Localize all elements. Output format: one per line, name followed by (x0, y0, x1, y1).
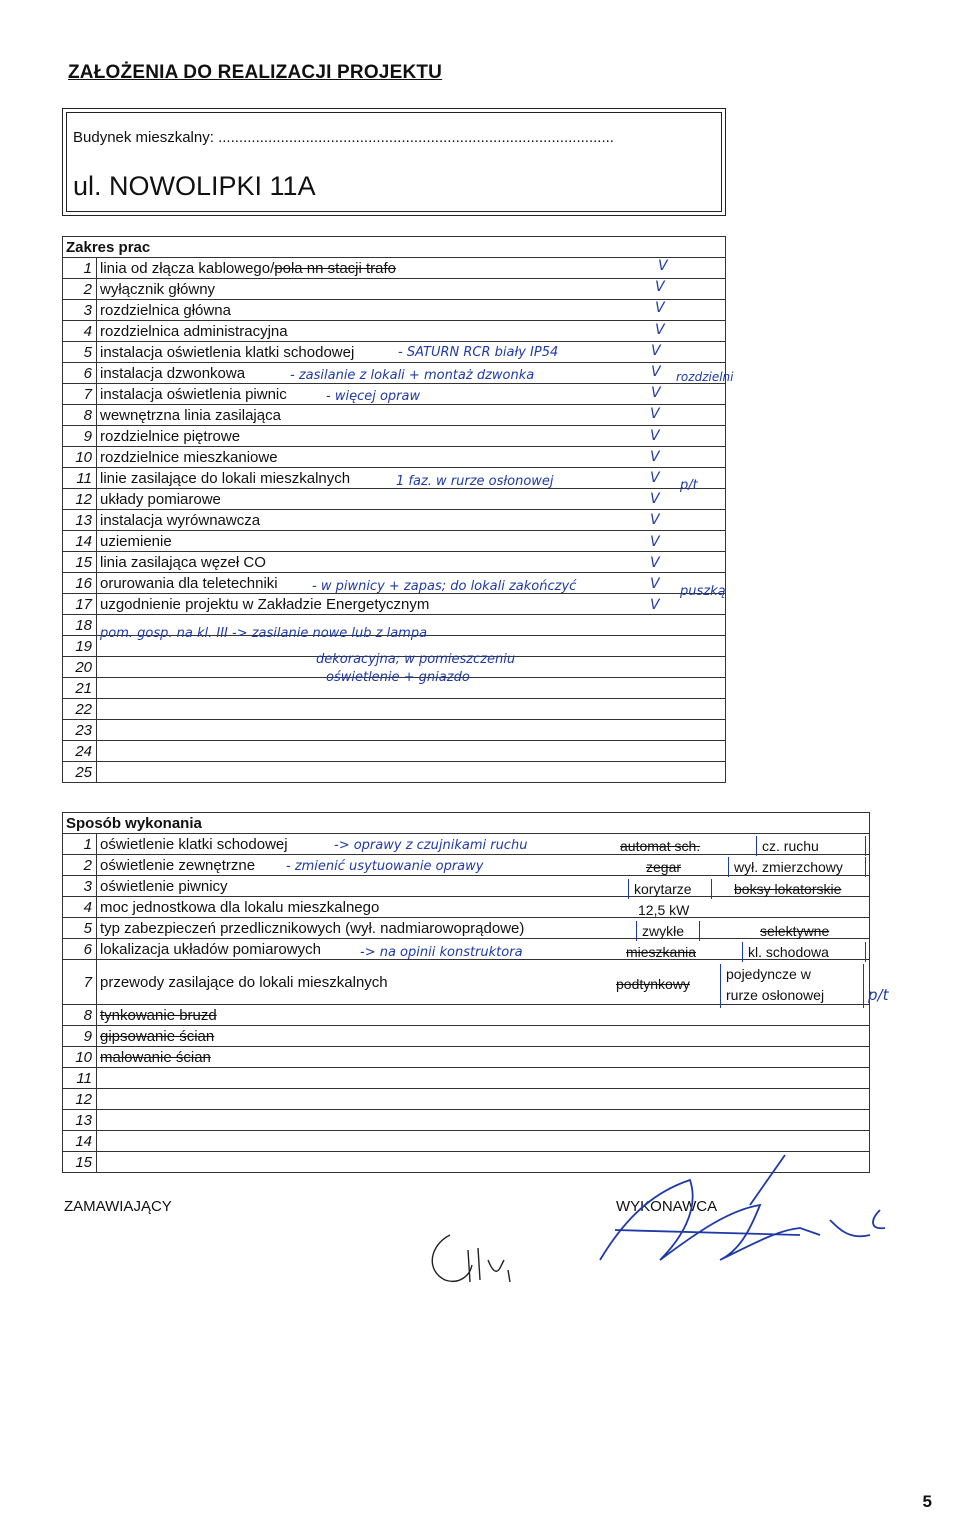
scope-row-check-mark: V (650, 448, 660, 465)
method-row-text-cell (97, 1089, 870, 1110)
scope-row-number: 10 (63, 447, 97, 468)
scope-row-text: wyłącznik główny (100, 280, 216, 298)
scope-row-struck-text: pola nn stacji trafo (274, 259, 397, 277)
method-row-text-cell (97, 1047, 870, 1068)
option-zwykle: zwykłe (642, 923, 685, 939)
method-row-text-cell (97, 1110, 870, 1131)
method-row-text: przewody zasilające do lokali mieszkalnych (100, 973, 388, 991)
scope-row (63, 447, 726, 468)
scope-row (63, 489, 726, 510)
method-row-number: 12 (63, 1089, 97, 1110)
scope-row (63, 300, 726, 321)
scope-row-text: uziemienie (100, 532, 172, 550)
option-automat (620, 838, 700, 854)
scope-row-number: 8 (63, 405, 97, 426)
scope-row-number: 25 (63, 762, 97, 783)
scope-row-number: 13 (63, 510, 97, 531)
scope-row-text: instalacja wyrównawcza (100, 511, 261, 529)
scope-row-number: 17 (63, 594, 97, 615)
scope-row-check-mark: V (650, 512, 660, 529)
scope-row-check-mark: V (650, 470, 660, 486)
scope-row (63, 552, 726, 573)
scope-row (63, 468, 726, 489)
option-rurze: rurze osłonowej (726, 987, 825, 1003)
building-box (62, 108, 726, 216)
option-wyl-zmierzchowy: wył. zmierzchowy (734, 859, 843, 875)
contractor-label: WYKONAWCA (616, 1198, 718, 1215)
scope-row-check-mark: V (650, 406, 660, 423)
scope-row-number: 23 (63, 720, 97, 741)
option-boksy-text: boksy lokatorskie (734, 881, 842, 897)
method-row-number: 15 (63, 1152, 97, 1173)
method-row-struck-text: tynkowanie bruzd (100, 1006, 217, 1024)
scope-row-number: 3 (63, 300, 97, 321)
method-row-number: 13 (63, 1110, 97, 1131)
scope-row-text: orurowania dla teletechniki (100, 574, 278, 592)
method-row-text-cell (97, 1026, 870, 1047)
scope-row-number: 14 (63, 531, 97, 552)
scope-row-number: 4 (63, 321, 97, 342)
scope-row-text: rozdzielnice piętrowe (100, 427, 241, 445)
handwritten-note-row19: dekoracyjna; w pomieszczeniu (316, 652, 516, 667)
building-address: ul. NOWOLIPKI 11A (73, 171, 316, 201)
scope-row (63, 531, 726, 552)
option-automat-text: automat sch. (620, 838, 701, 854)
scope-row-check-mark: V (655, 279, 665, 296)
scope-row-number: 18 (63, 615, 97, 636)
scope-header: Zakres prac (63, 237, 726, 258)
option-podtynkowy (616, 976, 690, 992)
scope-row-number: 1 (63, 258, 97, 279)
scope-row-text-cell (97, 720, 726, 741)
option-moc: 12,5 kW (638, 902, 690, 918)
client-signature (432, 1235, 510, 1282)
scope-row-number: 15 (63, 552, 97, 573)
method-row-number: 7 (63, 960, 97, 1005)
method-row-number: 2 (63, 855, 97, 876)
handwritten-note-row20: oświetlenie + gniazdo (326, 670, 470, 685)
method-row-number: 5 (63, 918, 97, 939)
scope-row-number: 6 (63, 363, 97, 384)
scope-row-check-mark: V (650, 554, 660, 571)
scope-row-check-mark: V (658, 258, 668, 274)
handwritten-method-row7: p/t (868, 986, 889, 1004)
handwritten-note-row7: - więcej opraw (326, 389, 421, 404)
scope-row-number: 2 (63, 279, 97, 300)
handwritten-note-row11: 1 faz. w rurze osłonowej (396, 474, 554, 489)
option-bracket-r2 (728, 857, 866, 877)
method-row-number: 6 (63, 939, 97, 960)
scope-row-number: 7 (63, 384, 97, 405)
method-row-number: 11 (63, 1068, 97, 1089)
option-podtynkowy-text: podtynkowy (616, 976, 690, 992)
option-korytarze: korytarze (634, 881, 692, 897)
scope-row-text-cell (97, 531, 726, 552)
scope-row-check-mark: V (655, 300, 665, 317)
scope-row-text-cell (97, 321, 726, 342)
scope-row-text: linia zasilająca węzeł CO (100, 553, 266, 571)
option-bracket-r1 (756, 836, 866, 856)
handwritten-note-row18: pom. gosp. na kl. III -> zasilanie nowe lub z lampa (100, 626, 428, 641)
scope-row (63, 594, 726, 615)
scope-row-text: układy pomiarowe (100, 490, 221, 508)
scope-row-text: rozdzielnica administracyjna (100, 322, 288, 340)
scope-row-text: rozdzielnica główna (100, 301, 231, 319)
scope-row-number: 5 (63, 342, 97, 363)
method-row-number: 3 (63, 876, 97, 897)
scope-row-number: 11 (63, 468, 97, 489)
method-row-text: moc jednostkowa dla lokalu mieszkalnego (100, 898, 380, 916)
scope-row-text-cell (97, 762, 726, 783)
scope-row-text: instalacja oświetlenia piwnic (100, 385, 287, 403)
option-pojedyncze: pojedyncze w (726, 966, 811, 982)
method-row (63, 918, 870, 939)
option-bracket-r7 (720, 964, 864, 1008)
option-bracket-r5 (636, 921, 700, 941)
scope-row-text: instalacja oświetlenia klatki schodowej (100, 343, 355, 361)
method-row (63, 1047, 870, 1068)
scope-row-text: uzgodnienie projektu w Zakładzie Energetycznym (100, 595, 430, 613)
client-label: ZAMAWIAJĄCY (64, 1198, 172, 1215)
scope-row-text-cell (97, 279, 726, 300)
scope-row-text-cell (97, 426, 726, 447)
method-row-number: 8 (63, 1005, 97, 1026)
option-boksy (734, 881, 841, 897)
scope-row-text-cell (97, 741, 726, 762)
scope-row-number: 22 (63, 699, 97, 720)
scope-row-number: 21 (63, 678, 97, 699)
method-header: Sposób wykonania (63, 813, 870, 834)
option-mieszkania (626, 944, 696, 960)
scope-row (63, 321, 726, 342)
page-number: 5 (922, 1492, 932, 1511)
method-row-text-cell (97, 1068, 870, 1089)
method-row-number: 4 (63, 897, 97, 918)
scope-row-number: 12 (63, 489, 97, 510)
scope-row-number: 24 (63, 741, 97, 762)
scope-row-text-cell (97, 510, 726, 531)
scope-row-check-mark: V (651, 385, 661, 402)
signatures-drawing (400, 1150, 920, 1300)
building-label: Budynek mieszkalny: ............................................................................................... (73, 129, 614, 146)
handwritten-note-row11b: p/t (680, 478, 698, 493)
scope-row-text-cell (97, 552, 726, 573)
scope-row-text: linie zasilające do lokali mieszkalnych (100, 469, 351, 487)
scope-table (62, 236, 726, 783)
option-bracket-r3 (628, 879, 712, 899)
method-row-text-cell (97, 918, 870, 939)
option-bracket-r6 (742, 942, 866, 962)
scope-row-check-mark: V (650, 427, 660, 444)
option-selektywne (760, 923, 829, 939)
scope-row-text-cell (97, 258, 726, 279)
method-row (63, 1026, 870, 1047)
method-row-struck-text: gipsowanie ścian (100, 1027, 215, 1045)
handwritten-note-row6b: rozdzielni (676, 370, 734, 384)
method-row-text-cell (97, 1131, 870, 1152)
scope-row (63, 699, 726, 720)
scope-row-check-mark: V (651, 364, 661, 380)
method-row-number: 10 (63, 1047, 97, 1068)
method-row (63, 1068, 870, 1089)
scope-row-text: wewnętrzna linia zasilająca (100, 406, 281, 424)
option-zegar (646, 859, 681, 875)
method-row (63, 1131, 870, 1152)
handwritten-note-row16b: puszką (680, 584, 726, 599)
scope-row-check-mark: V (650, 491, 660, 508)
method-row (63, 1110, 870, 1131)
method-row-text-cell (97, 897, 870, 918)
method-row-text: oświetlenie zewnętrzne (100, 856, 256, 874)
scope-row-text-cell (97, 594, 726, 615)
scope-row-text-cell (97, 447, 726, 468)
handwritten-note-row5: - SATURN RCR biały IP54 (398, 345, 559, 360)
handwritten-note-row6: - zasilanie z lokali + montaż dzwonka (290, 368, 535, 383)
building-box-inner (66, 112, 722, 212)
contractor-signature (600, 1155, 885, 1260)
scope-row-text-cell (97, 405, 726, 426)
scope-row (63, 405, 726, 426)
option-kl-schodowa: kl. schodowa (748, 944, 829, 960)
method-row-text: lokalizacja układów pomiarowych (100, 940, 321, 958)
option-zegar-text: zegar (646, 859, 682, 875)
scope-row (63, 258, 726, 279)
scope-row-number: 20 (63, 657, 97, 678)
method-header-row (63, 813, 870, 834)
scope-row (63, 510, 726, 531)
scope-row-number: 9 (63, 426, 97, 447)
method-row-text: oświetlenie klatki schodowej (100, 835, 288, 853)
scope-row-text-cell (97, 489, 726, 510)
method-row-number: 14 (63, 1131, 97, 1152)
method-row-struck-text: malowanie ścian (100, 1048, 211, 1066)
method-row (63, 1089, 870, 1110)
scope-row-text: rozdzielnice mieszkaniowe (100, 448, 278, 466)
scope-row-text-cell (97, 699, 726, 720)
document-title: ZAŁOŻENIA DO REALIZACJI PROJEKTU (68, 62, 443, 83)
scope-row-check-mark: V (655, 321, 665, 338)
option-selektywne-text: selektywne (760, 923, 830, 939)
method-row-number: 9 (63, 1026, 97, 1047)
method-row-number: 1 (63, 834, 97, 855)
scope-row (63, 279, 726, 300)
scope-header-row (63, 237, 726, 258)
option-mieszkania-text: mieszkania (626, 944, 697, 960)
method-row-text: typ zabezpieczeń przedlicznikowych (wył. nadmiarowoprądowe) (100, 919, 525, 937)
scope-row (63, 762, 726, 783)
scope-row-text: linia od złącza kablowego/ (100, 259, 275, 277)
scope-row-number: 19 (63, 636, 97, 657)
scope-row-check-mark: V (650, 597, 660, 614)
handwritten-method-row1: -> oprawy z czujnikami ruchu (334, 838, 528, 853)
scope-row-text: instalacja dzwonkowa (100, 364, 246, 382)
handwritten-method-row6: -> na opinii konstruktora (360, 945, 523, 960)
scope-row-check-mark: V (651, 342, 661, 359)
scope-row-text-cell (97, 300, 726, 321)
scope-row-number: 16 (63, 573, 97, 594)
scope-row-check-mark: V (650, 576, 660, 592)
method-row-text: oświetlenie piwnicy (100, 877, 228, 895)
scope-row (63, 720, 726, 741)
method-row (63, 897, 870, 918)
handwritten-note-row16: - w piwnicy + zapas; do lokali zakończyć (312, 579, 577, 594)
handwritten-method-row2: - zmienić usytuowanie oprawy (286, 859, 484, 874)
scope-row-check-mark: V (650, 533, 660, 550)
option-cz-ruchu: cz. ruchu (762, 838, 819, 854)
scope-row (63, 426, 726, 447)
scope-row (63, 741, 726, 762)
scope-row (63, 342, 726, 363)
